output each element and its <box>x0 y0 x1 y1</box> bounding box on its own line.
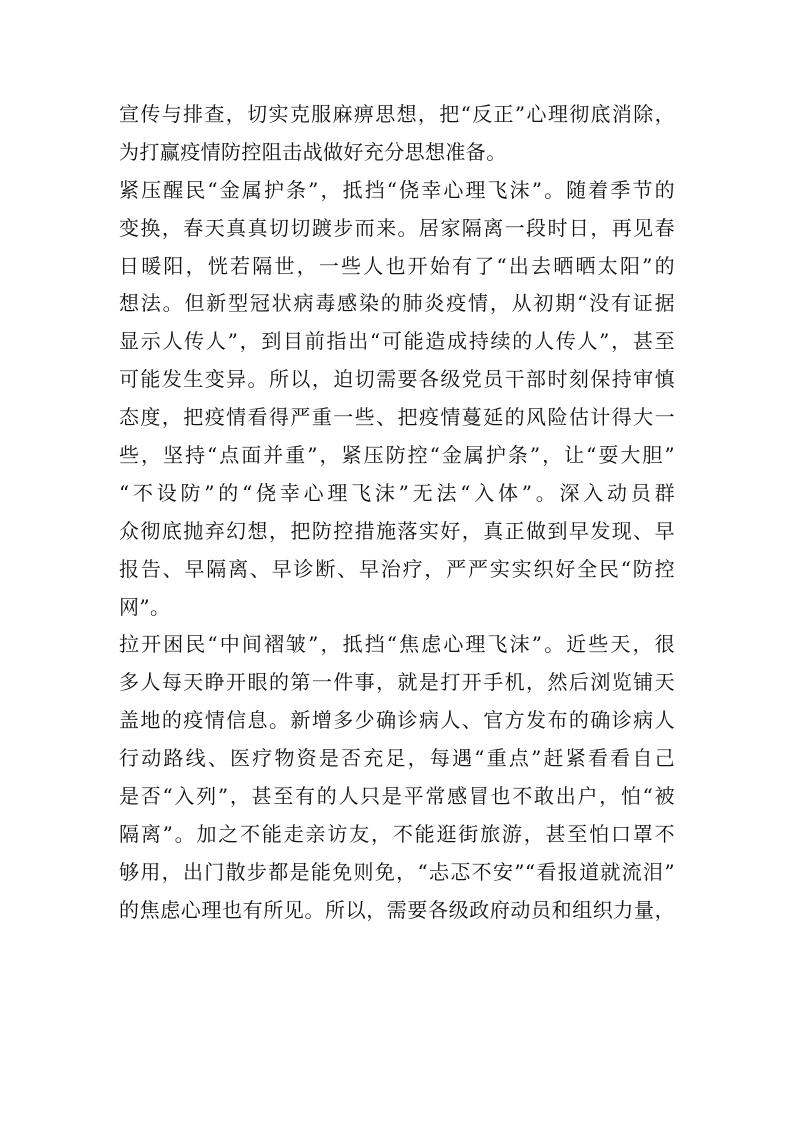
text-line: 日暖阳，恍若隔世，一些人也开始有了“出去晒晒太阳”的 <box>119 253 675 278</box>
text-line: 多人每天睁开眼的第一件事，就是打开手机，然后浏览铺天 <box>119 670 675 695</box>
text-line: 显示人传人”，到目前指出“可能造成持续的人传人”，甚至 <box>119 329 675 354</box>
text-line: 盖地的疫情信息。新增多少确诊病人、官方发布的确诊病人 <box>119 708 675 733</box>
text-line: 隔离”。加之不能走亲访友，不能逛街旅游，甚至怕口罩不 <box>119 821 675 846</box>
text-line: 网”。 <box>119 594 171 619</box>
text-line: 是否“入列”，甚至有的人只是平常感冒也不敢出户，怕“被 <box>119 784 675 809</box>
text-line: 够用，出门散步都是能免则免，“忐忑不安”“看报道就流泪” <box>119 859 675 884</box>
text-line: 为打赢疫情防控阻击战做好充分思想准备。 <box>119 139 507 164</box>
text-line: 行动路线、医疗物资是否充足，每遇“重点”赶紧看看自己 <box>119 746 675 771</box>
text-line: 紧压醒民“金属护条”，抵挡“侥幸心理飞沫”。随着季节的 <box>119 177 675 202</box>
text-line: 可能发生变异。所以，迫切需要各级党员干部时刻保持审慎 <box>119 367 675 392</box>
text-line: “不设防”的“侥幸心理飞沫”无法“入体”。深入动员群 <box>119 480 675 505</box>
text-line: 宣传与排查，切实克服麻痹思想，把“反正”心理彻底消除， <box>119 102 675 126</box>
text-line: 态度，把疫情看得严重一些、把疫情蔓延的风险估计得大一 <box>119 405 675 430</box>
text-line: 报告、早隔离、早诊断、早治疗，严严实实织好全民“防控 <box>119 556 675 581</box>
text-line: 众彻底抛弃幻想，把防控措施落实好，真正做到早发现、早 <box>119 518 675 543</box>
text-line: 些，坚持“点面并重”，紧压防控“金属护条”，让“耍大胆” <box>119 443 675 468</box>
text-line: 拉开困民“中间褶皱”，抵挡“焦虑心理飞沫”。近些天，很 <box>119 632 675 657</box>
text-line: 变换，春天真真切切踱步而来。居家隔离一段时日，再见春 <box>119 215 675 240</box>
text-line: 的焦虑心理也有所见。所以，需要各级政府动员和组织力量， <box>119 897 675 922</box>
body-text <box>119 96 675 930</box>
text-line: 想法。但新型冠状病毒感染的肺炎疫情，从初期“没有证据 <box>119 291 675 316</box>
